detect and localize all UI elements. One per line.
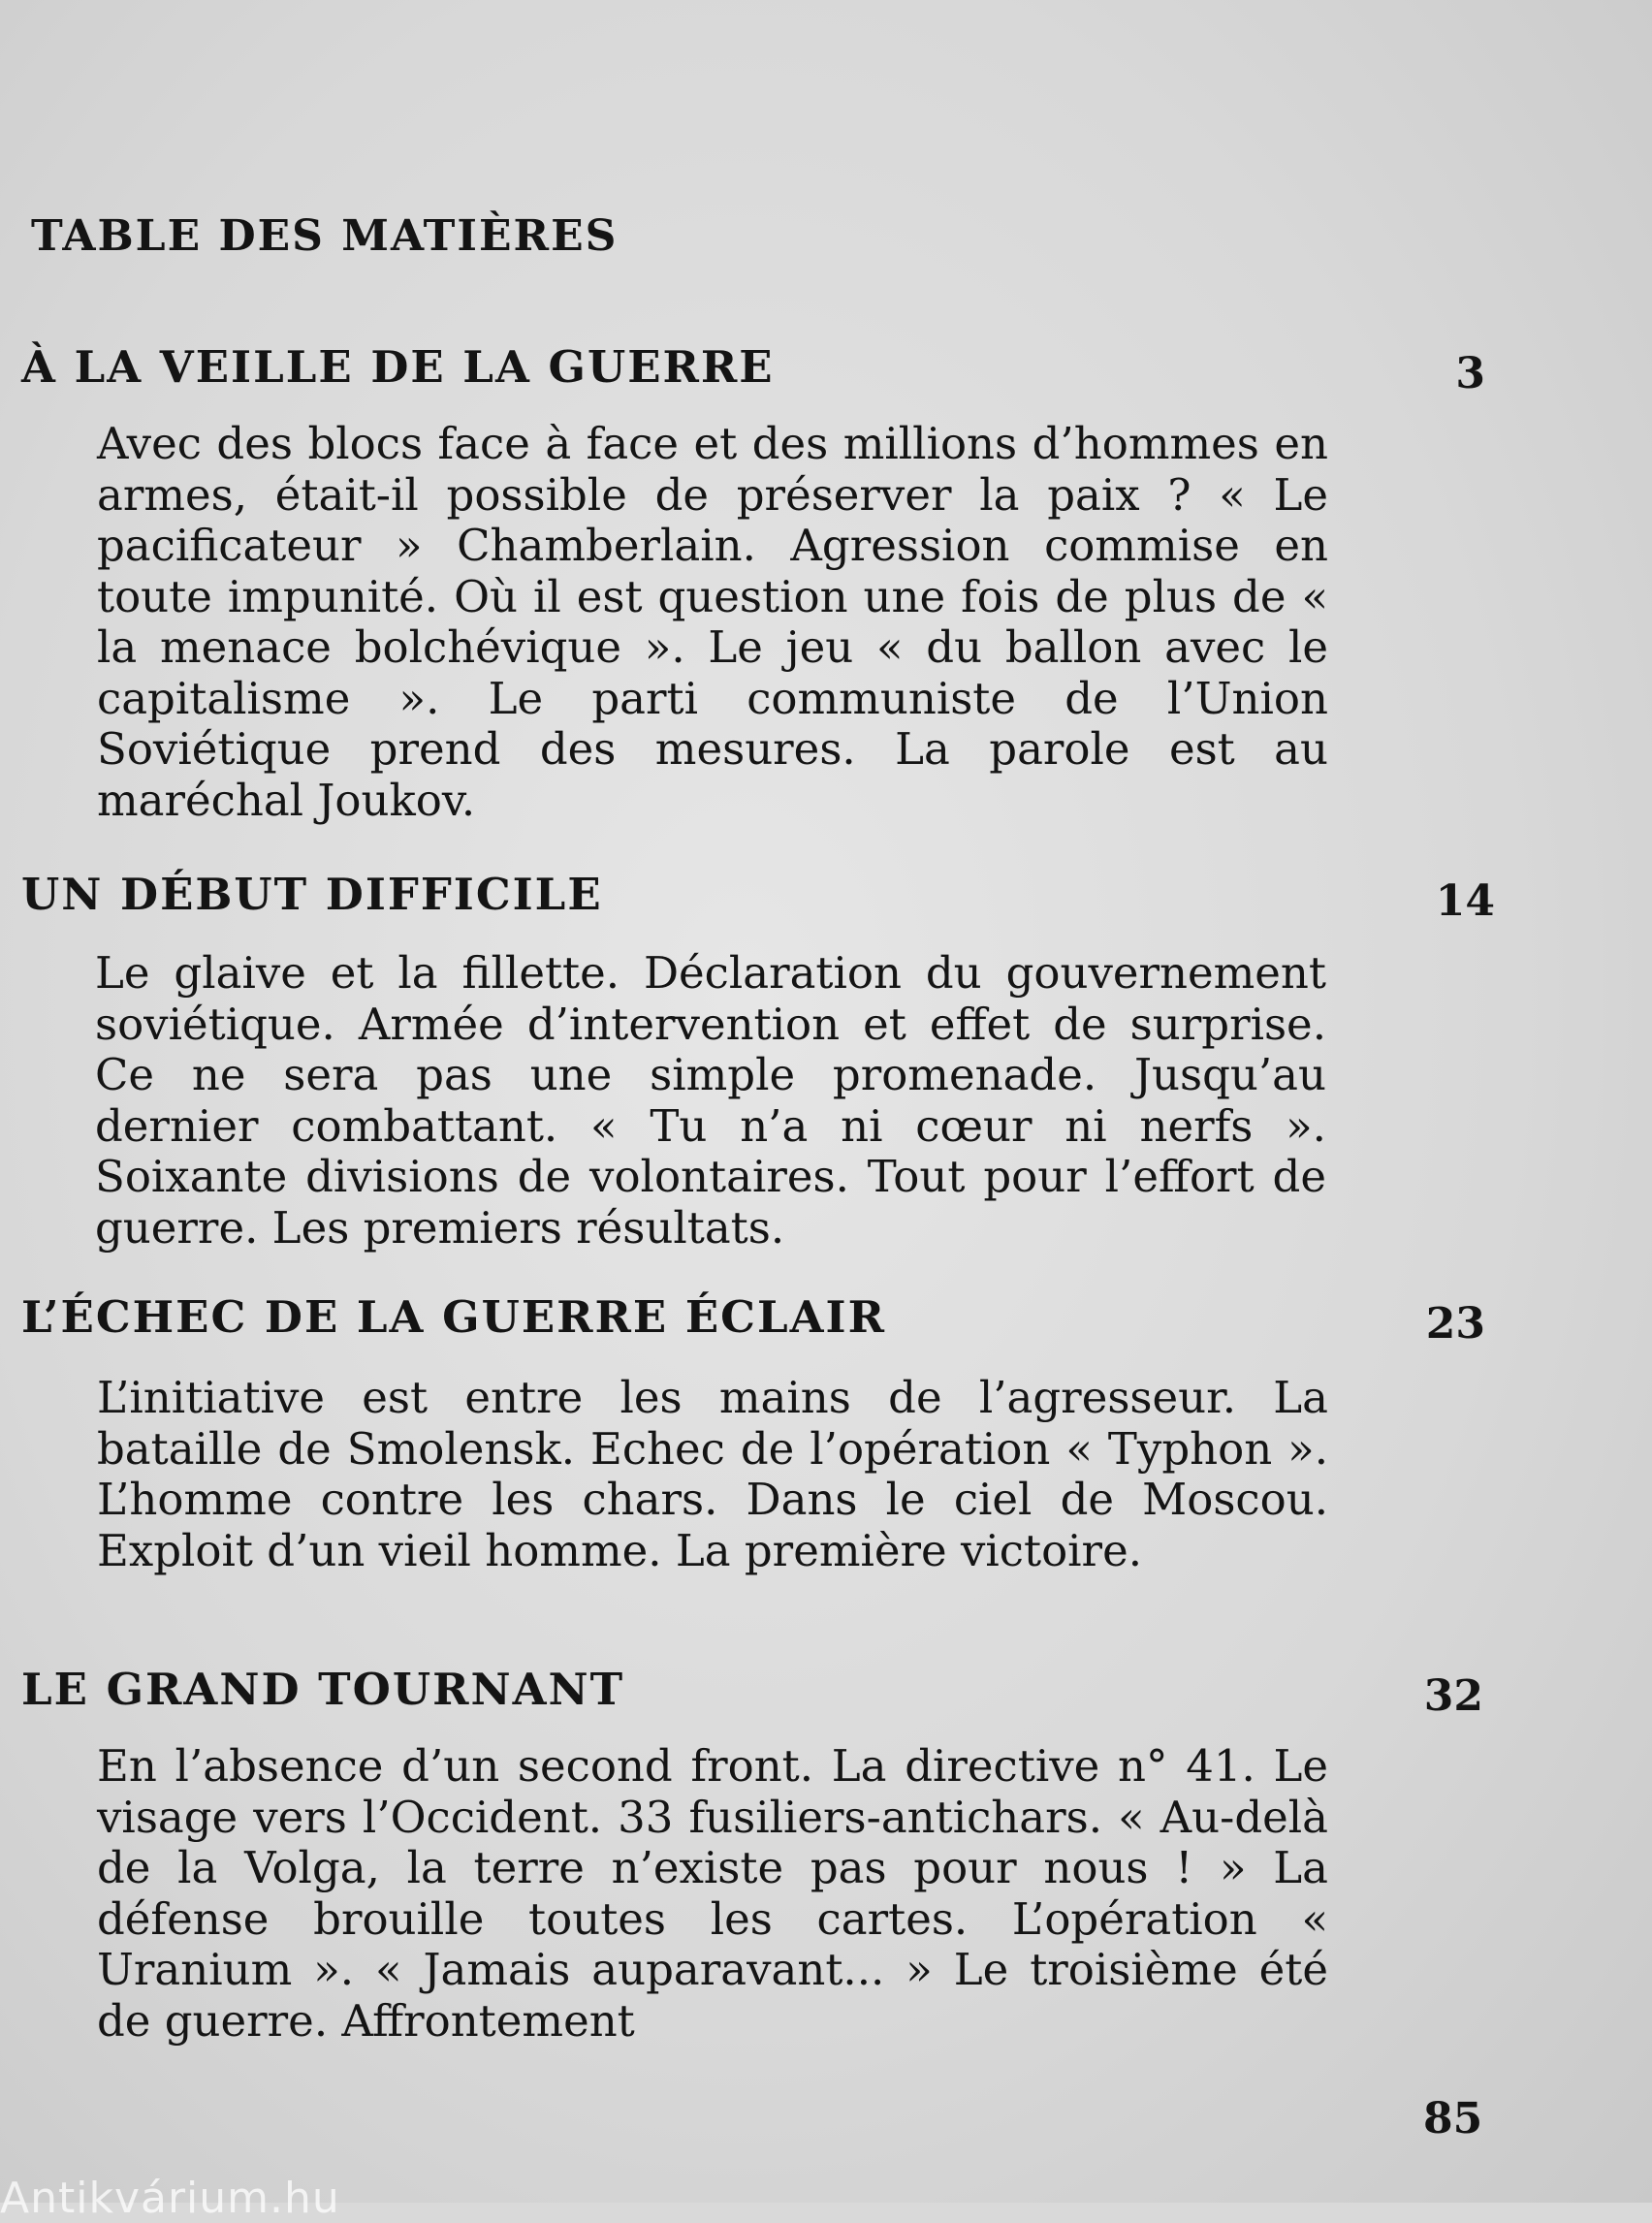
section-heading: À LA VEILLE DE LA GUERRE <box>21 341 775 393</box>
section-summary: Avec des blocs face à face et des millions d’hommes en armes, était-il possible de préserver la paix ? « Le pacificateur » Chamberlain. Agression commise en toute impunité. Où il est question une fois de plus de « la menace bolchévique ». Le jeu « du ballon avec le capitalisme ». Le parti communiste de l’Union Soviétique prend des mesures. La parole est au maréchal Joukov. <box>97 418 1328 826</box>
section-heading: LE GRAND TOURNANT <box>21 1664 625 1715</box>
toc-entry-heading <box>21 1664 1483 1724</box>
section-summary: Le glaive et la fillette. Déclaration du gouvernement soviétique. Armée d’intervention et effet de surprise. Ce ne sera pas une simple promenade. Jusqu’au dernier combattant. « Tu n’a ni cœur ni nerfs ». Soixante divisions de volontaires. Tout pour l’effort de guerre. Les premiers résultats. <box>95 947 1326 1254</box>
watermark: Antikvárium.hu <box>0 2174 340 2223</box>
folio-page-number: 85 <box>1423 2094 1483 2144</box>
section-summary: En l’absence d’un second front. La directive n° 41. Le visage vers l’Occident. 33 fusiliers-antichars. « Au-delà de la Volga, la terre n’existe pas pour nous ! » La défense brouille toutes les cartes. L’opération « Uranium ». « Jamais auparavant... » Le troisième été de guerre. Affrontement <box>97 1740 1328 2047</box>
toc-entry-heading <box>21 341 1485 401</box>
toc-entry-heading <box>21 1291 1485 1351</box>
page-number: 32 <box>1423 1671 1483 1721</box>
page-number: 14 <box>1435 876 1495 926</box>
page-number: 23 <box>1425 1299 1485 1349</box>
toc-entry-heading <box>21 869 1495 929</box>
section-summary: L’initiative est entre les mains de l’agresseur. La bataille de Smolensk. Echec de l’opération « Typhon ». L’homme contre les chars. Dans le ciel de Moscou. Exploit d’un vieil homme. La première victoire. <box>97 1372 1328 1576</box>
page-title: TABLE DES MATIÈRES <box>31 211 619 261</box>
section-heading: L’ÉCHEC DE LA GUERRE ÉCLAIR <box>21 1291 886 1343</box>
page-number: 3 <box>1455 349 1485 398</box>
section-heading: UN DÉBUT DIFFICILE <box>21 869 603 920</box>
